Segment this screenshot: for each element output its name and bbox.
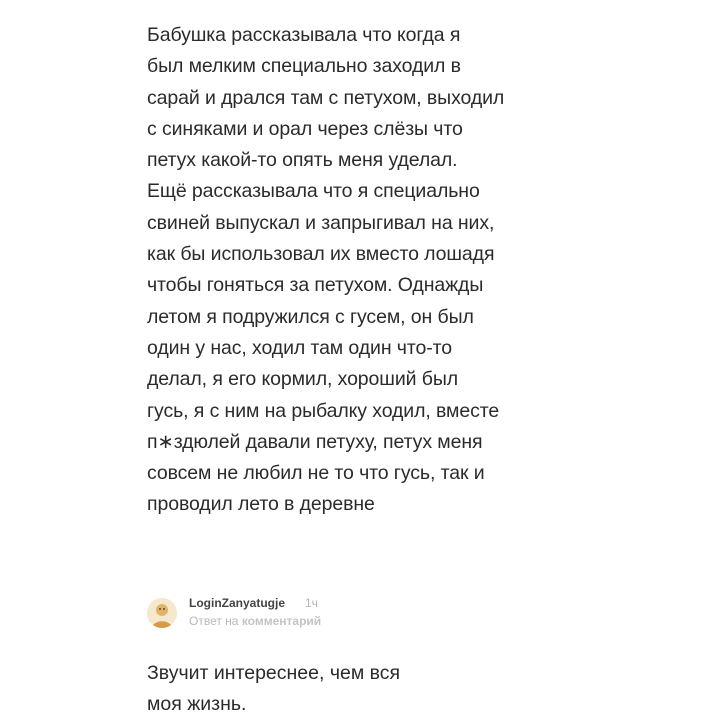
post-text	[147, 20, 577, 521]
post-line: чтобы гоняться за петухом. Однажды	[147, 274, 484, 297]
post-line: делал, я его кормил, хороший был	[147, 368, 459, 391]
post-line: гусь, я с ним на рыбалку ходил, вместе	[147, 399, 500, 422]
author-name[interactable]: LoginZanyatugje	[189, 596, 285, 610]
post-line: п∗здюлей давали петуху, петух меня	[147, 430, 483, 453]
post-line: один у нас, ходил там один что-то	[147, 336, 452, 359]
post-line: свиней выпускал и запрыгивал на них,	[147, 211, 495, 234]
post-line: совсем не любил не то что гусь, так и	[147, 462, 485, 485]
comment-time: 1ч	[305, 596, 318, 610]
reply-to-link[interactable]	[189, 614, 321, 628]
post-line: как бы использовал их вместо лошадя	[147, 243, 495, 266]
reply-target[interactable]: комментарий	[241, 614, 322, 628]
user-avatar-icon[interactable]	[147, 598, 177, 628]
avatar-image	[147, 598, 177, 628]
reply-text	[147, 658, 400, 721]
reply-comment	[147, 590, 567, 716]
post-line: Бабушка рассказывала что когда я	[147, 24, 461, 46]
post-line: летом я подружился с гусем, он был	[147, 305, 474, 328]
post-line: сарай и дрался там с петухом, выходил	[147, 86, 505, 109]
reply-header	[147, 590, 567, 632]
reply-line: моя жизнь.	[147, 693, 247, 716]
post-line: петух какой-то опять меня уделал.	[147, 149, 458, 172]
post-line: с синяками и орал через слёзы что	[147, 117, 463, 140]
post-line: проводил лето в деревне	[147, 493, 375, 516]
post-line: Ещё рассказывала что я специально	[147, 180, 480, 203]
reply-prefix: Ответ на	[189, 614, 239, 628]
post-line: был мелким специально заходил в	[147, 55, 461, 78]
reply-line: Звучит интереснее, чем вся	[147, 662, 401, 684]
